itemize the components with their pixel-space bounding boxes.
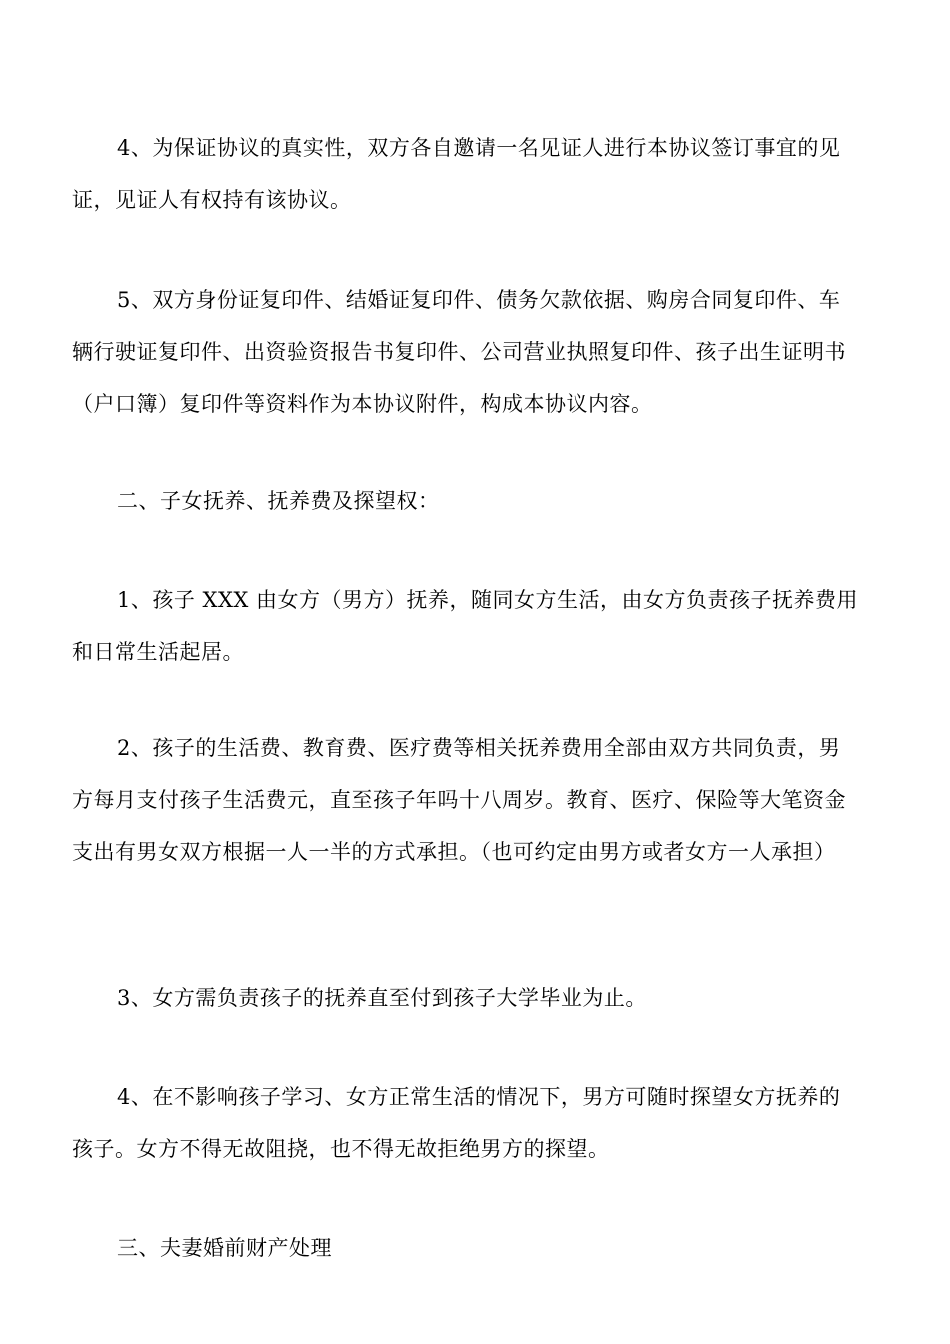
paragraph-line: 孩子。女方不得无故阻挠，也不得无故拒绝男方的探望。 xyxy=(72,1137,610,1161)
paragraph-line: 4、在不影响孩子学习、女方正常生活的情况下，男方可随时探望女方抚养的 xyxy=(117,1085,841,1109)
paragraph-custody-2 xyxy=(72,722,882,878)
paragraph-line: 证，见证人有权持有该协议。 xyxy=(72,188,352,212)
paragraph-attachments xyxy=(72,274,882,430)
paragraph-custody-3 xyxy=(72,972,882,1024)
paragraph-line: 4、为保证协议的真实性，双方各自邀请一名见证人进行本协议签订事宜的见 xyxy=(117,136,841,160)
section-heading-property: 三、夫妻婚前财产处理 xyxy=(117,1236,332,1260)
paragraph-line: 3、女方需负责孩子的抚养直至付到孩子大学毕业为止。 xyxy=(117,986,647,1010)
paragraph-line: 1、孩子 XXX 由女方（男方）抚养，随同女方生活，由女方负责孩子抚养费用 xyxy=(117,588,859,612)
paragraph-line: （户口簿）复印件等资料作为本协议附件，构成本协议内容。 xyxy=(72,392,653,416)
paragraph-line: 辆行驶证复印件、出资验资报告书复印件、公司营业执照复印件、孩子出生证明书 xyxy=(72,340,846,364)
paragraph-witness xyxy=(72,122,882,226)
paragraph-line: 支出有男女双方根据一人一半的方式承担。（也可约定由男方或者女方一人承担） xyxy=(72,840,836,864)
paragraph-line: 5、双方身份证复印件、结婚证复印件、债务欠款依据、购房合同复印件、车 xyxy=(117,288,841,312)
paragraph-line: 2、孩子的生活费、教育费、医疗费等相关抚养费用全部由双方共同负责，男 xyxy=(117,736,841,760)
section-heading-custody: 二、子女抚养、抚养费及探望权： xyxy=(117,489,440,513)
paragraph-custody-4 xyxy=(72,1071,882,1175)
paragraph-line: 方每月支付孩子生活费元，直至孩子年吗十八周岁。教育、医疗、保险等大笔资金 xyxy=(72,788,846,812)
paragraph-line: 和日常生活起居。 xyxy=(72,640,244,664)
paragraph-custody-1 xyxy=(72,574,882,678)
